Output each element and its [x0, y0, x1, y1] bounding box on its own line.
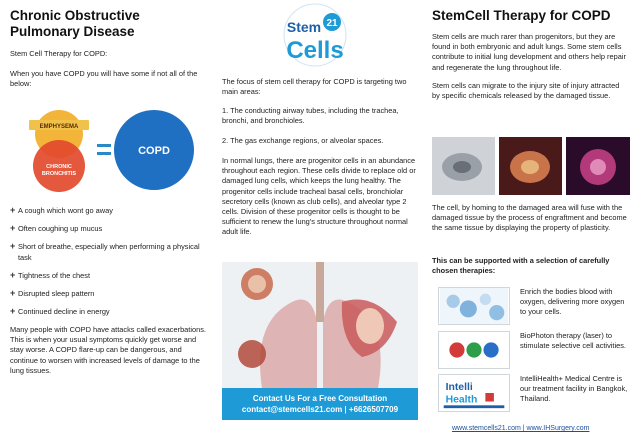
column-right [426, 0, 638, 436]
engraftment-paragraph: The cell, by homing to the damaged area will fuse with the damaged tissue by the process of engraftment and become the same tissue by displaying the property of plasticity. [432, 203, 627, 233]
footer-links[interactable]: www.stemcells21.com | www.IHSurgery.com [452, 425, 590, 432]
logo-stem-text: Stem [286, 19, 322, 35]
plus-icon: + [10, 288, 16, 299]
emphysema-label: EMPHYSEMA [39, 124, 79, 130]
intelli-logo-text-2: Health [445, 394, 478, 406]
therapy-item-biophoton: BioPhoton therapy (laser) to stimulate selective cell activities. [520, 331, 626, 351]
therapies-heading: This can be supported with a selection of carefully chosen therapies: [432, 256, 610, 276]
copd-label: COPD [138, 145, 170, 157]
logo-21-text: 21 [326, 18, 338, 29]
column-middle [214, 0, 424, 436]
symptom-list [10, 198, 206, 317]
list-item: + Disrupted sleep pattern [10, 288, 95, 299]
logo-cells-text: Cells [286, 37, 344, 64]
bronchitis-label-1: CHRONIC [46, 164, 72, 170]
area-item-1: 1. The conducting airway tubes, including the trachea, bronchi, and bronchioles. [222, 106, 399, 126]
progenitor-paragraph: In normal lungs, there are progenitor cells in an abundance throughout each region. These cells divide to replace old or damaged lung cells, which keeps the lung healthy. The progenitor cells include tracheal basal cells, bronchiolar secretory cells (known as club cells), and alveolar type 2 cells. Division of these progenitor cells is thought to be sufficient to renew the lung's structure throughout normal adult life. [222, 156, 416, 237]
list-item: + Tightness of the chest [10, 269, 91, 280]
list-item: + Short of breathe, especially when performing a physical task [10, 241, 200, 262]
list-item: + Often coughing up mucus [10, 223, 103, 234]
title-line-1: Chronic Obstructive [10, 8, 140, 23]
subtitle: Stem Cell Therapy for COPD: [10, 49, 108, 58]
bronchitis-label-2: BRONCHITIS [41, 171, 77, 177]
plus-icon: + [10, 269, 16, 280]
cta-heading: Contact Us For a Free Consultation [252, 394, 388, 403]
therapy-item-intellihealth: IntelliHealth+ Medical Centre is our treatment facility in Bangkok, Thailand. [520, 374, 628, 404]
lung-illustration [222, 262, 418, 388]
contact-banner[interactable] [222, 388, 418, 420]
intelli-logo-text-1: Intelli [445, 382, 473, 394]
page-title [10, 8, 204, 40]
area-item-2: 2. The gas exchange regions, or alveolar spaces. [222, 136, 384, 145]
intro-text: When you have COPD you will have some if not all of the below: [10, 69, 198, 89]
biophoton-thumbnail [438, 331, 510, 369]
stem-cells-paragraph: Stem cells are much rarer than progenitors, but they are found in both embryonic and adult lungs. Some stem cells contribute to initial lung development and others help repair and regenerate the lung throughout life. [432, 32, 626, 72]
stemcells21-logo [260, 2, 370, 68]
closing-paragraph: Many people with COPD have attacks called exacerbations. This is when your usual symptoms quickly get worse and stay worse. A COPD flare-up can be dangerous, and continue to worsen with increased levels of damage to the lung tissues. [10, 325, 206, 375]
oxygen-thumbnail [438, 287, 510, 325]
therapy-item-oxygen: Enrich the bodies blood with oxygen, delivering more oxygen to your cells. [520, 287, 625, 317]
plus-icon: + [10, 205, 16, 215]
intellihealth-logo [438, 374, 510, 412]
plus-icon: + [10, 223, 16, 234]
section-title: StemCell Therapy for COPD [432, 8, 611, 23]
cta-contact[interactable]: contact@stemcells21.com | +6626507709 [241, 405, 399, 414]
plus-icon: + [10, 306, 16, 317]
list-item: + Continued decline in energy [10, 306, 110, 317]
copd-venn-diagram [14, 106, 204, 196]
title-line-2: Pulmonary Disease [10, 24, 135, 39]
list-item: + A cough which wont go away [10, 205, 113, 215]
focus-text: The focus of stem cell therapy for COPD is targeting two main areas: [222, 77, 407, 97]
cell-images [432, 137, 630, 195]
plus-icon: + [10, 241, 16, 252]
migration-paragraph: Stem cells can migrate to the injury site of injury attracted by specific chemicals released by the damaged tissue. [432, 80, 620, 101]
